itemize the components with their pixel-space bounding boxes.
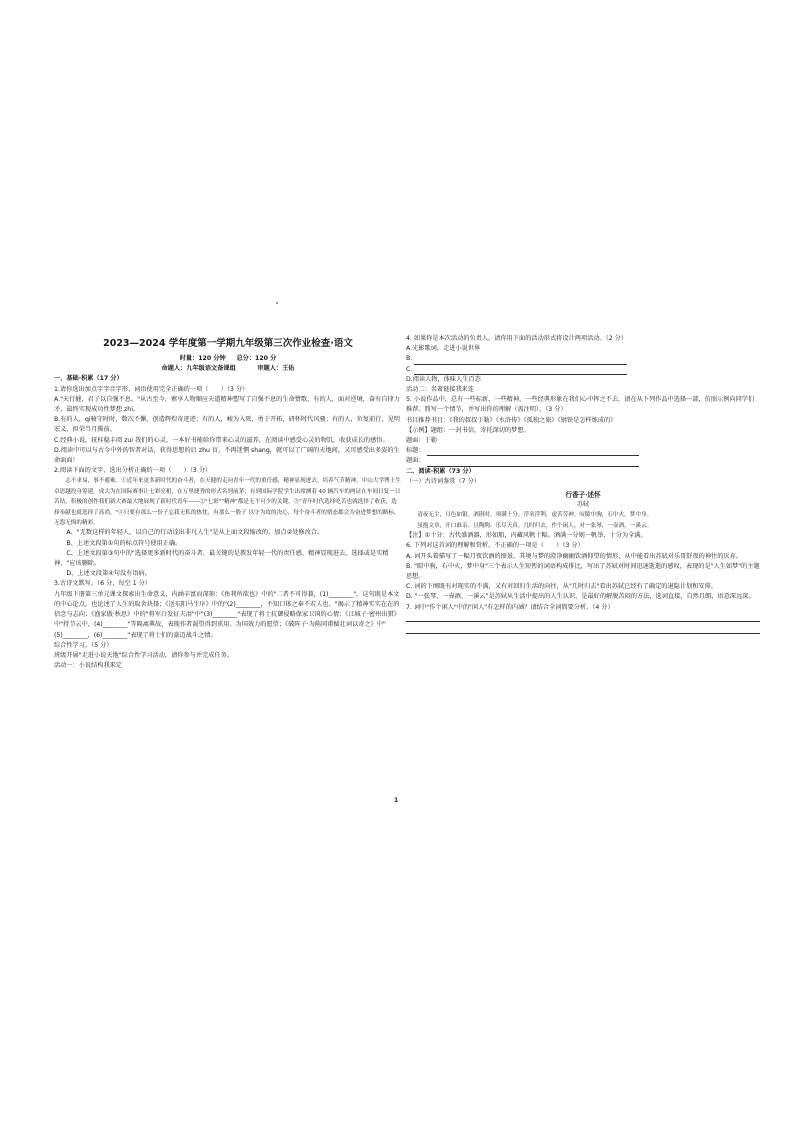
reading-passage: 虽抱文章，开口谁亲。且陶陶、乐尽天真。几时归去，作个闲人。对一张琴，一壶酒，一溪云。 [406, 522, 653, 529]
answer-blank-item [406, 365, 760, 375]
answer-blank-line[interactable] [414, 357, 626, 365]
question-text: 综合性学习。（5 分） [54, 641, 113, 649]
question-text: 6. 下列对这首词的理解和赏析，不正确的一项是（ ）（3 分） [406, 542, 584, 550]
answer-blank-line[interactable] [414, 367, 626, 375]
question-text: C、上述文段第③句中的"选择更多新时代的奋斗者，最关键的是教发年轻一代的责任感，精神显现进去，选择或是实精神，"应该删除。 [54, 549, 389, 568]
question-text: 3.古诗文默写。（6 分，每空 1 分） [54, 580, 152, 588]
question-text: B. "隙中驹，石中火，梦中身"三个表示人生短暂的词语构成排比，写出了苏轼对时间迅速逝逝的感叹，表现的是"人生如梦"的主题思想。 [406, 562, 760, 581]
answer-blank-item [406, 456, 760, 466]
question-text: A.光影歌词，走进小说世界 [406, 345, 481, 353]
question-text: 活动一：小说结构我来定 [54, 662, 123, 670]
question-text: 4. 如果你是本次活动的负责人，请你用下面的活动形式将设计两项活动。（2 分） [406, 335, 628, 342]
question-text: D.阅读人物，体味人生百态 [406, 375, 481, 383]
question-text: C. 词的下阕既有对现实的不满，又有对回归生活的向往，从"几时归去"看出苏轼已经有了确定的退隐计划和安排。 [406, 583, 717, 591]
section-heading: 二、阅读·积累（73 分） [406, 467, 475, 475]
left-column [54, 328, 402, 671]
poem-title: 行香子·述怀 [565, 491, 601, 500]
question-text: 【注】①十分：古代盛酒器，形如船，内藏风帆十幅。酒满一分则一帆举，十分为全满。 [406, 532, 647, 540]
question-text: （一）古诗词鉴赏（7 分） [406, 477, 480, 485]
question-text: 7. 词中"作个闲人"中的"闲人"有怎样的内涵？请结合全词简要分析。（4 分） [406, 603, 614, 611]
answer-blank-label: B. [406, 355, 413, 363]
question-text: 5. 小说作品中，总有一些标新、一些精神，一些经典形象在我们心中挥之不去，请在从下列作品中选择一部，仿照示例向同学们推荐。简写一个情节，并写出你的理解（需注明）。（3 分） [406, 396, 755, 414]
question-text: 书目推荐书目：《我的叔叔于勒》《水浒传》《孤独之旅》《钢铁是怎样炼成的》 [406, 416, 617, 424]
reading-passage: 志不求易，事不避难。①近年来更多新时代的奋斗者，在天健的走向青年一代的重任感，精神显现进去。培养气节精神，中山大学博士生卓思越投身筹建，成大为在国际赛事让七彩亮相，在万里捷秀的形式名列前茅；有到国际学院学生出席测着 40 辆汽车的两证在车间日复一日苦钻，积极的创作我们新大赛最大地展现了新时代青年——②"七彩""精神"都是无不可少的关键。③"青年时代选择吃苦也就选择了收获，选择奉献也就选择了高尚。"④只要有那么一份子忘我无私的热忱，有那么一股子 以守为攻的决心，每个奋斗者的情态都会为奋进梦想的路标，无怨无悔的精彩。 [54, 478, 401, 527]
question-text: A."天行健，君子以自强不息。"从古至今，萦享人物顺应天道精神塑写了自强不息的生命赞歌，有的人，面对逆境，奋有自律力矛，最终实现成功性梦想 zhi。 [54, 395, 400, 414]
answer-blank-label: 题面： [406, 457, 425, 465]
scan-speck [276, 302, 278, 304]
answer-blank-line[interactable] [427, 448, 639, 456]
question-text: 1.请你选出加点字字音字形、词语使用完全正确的一项（ ）（3 分） [54, 385, 249, 393]
question-text: 2.阅读下面的文字，选出分析正确的一项（ ）（3 分） [54, 467, 212, 475]
question-text: A. 词开头着描写了一幅月夜饮酒的图景，其境与梦的澄净幽幽饮酒仰望的情形，从中能看出苏轼对乐哥舒夜的神往的厌弃。 [406, 552, 742, 560]
question-text: 【示例】题组：一封书信，寄托深切的梦想。 [406, 426, 530, 434]
exam-sheet [54, 328, 760, 768]
question-text: 班级开展"走进小说天地"综合性学习活动，请你参与并完成任务。 [54, 651, 233, 659]
answer-blank-item [406, 354, 760, 364]
right-column [406, 334, 760, 637]
question-text: B、上述文段第①句的标点符号使用正确。 [54, 539, 182, 547]
exam-title: 2023—2024 学年度第一学期九年级第三次作业检查·语文 [103, 338, 353, 349]
question-text: D. "一张琴、一壶酒、一溪云"是苏轼从生活中提出的人生认识，是最好的解脱苦闷的方法，选词直接，自然且朗，语意深远深。 [406, 593, 755, 601]
answer-blank-label: C. [406, 365, 413, 373]
answer-blank-item [406, 446, 760, 456]
question-text: A、"无数这样的年轻人，以自己的行动诠出非凡人生"是从上面文段缩改的，加点②处修改合。 [54, 529, 324, 537]
right-column-body [406, 334, 760, 634]
question-text: B.有的人，qi骑守时时，数次不懈，创造辉煌奇迹迹；有的人，峻为入死，勇于开拓，研怀时代风骚；有的人，负复前行，见明宏义，担荣当月腾前。 [54, 416, 400, 434]
question-text: 活动二：名著链接我来连 [406, 386, 475, 394]
exam-time-score: 时量：120 分钟 总分：120 分 [179, 355, 277, 362]
question-text: D.阅读中可以与古今中外的智者对话，获得思想的启 zhu 盲，不再迷惘 shang，就可以了广阔的天地间，又可感受出多姿的生命面面！ [54, 446, 400, 465]
question-text: 题面：于勒 [406, 437, 437, 445]
answer-line[interactable] [406, 625, 760, 634]
answer-line[interactable] [406, 613, 760, 622]
question-text: C.经典小说，抚桂稳丰阅 zui 我们的心灵，一本好书能给你带来心灵的滋养，在阅读中感受心灵的物饥，收获成长的感悟。 [54, 436, 389, 444]
answer-blank-line[interactable] [427, 459, 639, 467]
reading-passage: 清夜无尘，月色如银。酒斟时、须满十分。浮名浮利，虚苦劳神。叹隙中驹，石中火，梦中身。 [406, 512, 653, 519]
poem-author: 苏轼 [576, 501, 589, 509]
question-text: D、上述文段第④句没有语病。 [54, 570, 151, 578]
section-heading: 一、基础·积累（17 分） [54, 375, 123, 383]
exam-authors: 命题人：九年级语文备课组 审题人：王佑 [161, 365, 295, 373]
left-column-body [54, 374, 402, 671]
answer-blank-label: 标题： [406, 447, 425, 455]
page-number: 1 [394, 797, 399, 804]
question-text: 九年级下册第三单元课文探索出生命意义，内涵丰富而深刻：《鱼我所欲也》中的"二者不可得兼，(1)________"，这句既是本文的中心论点，也论述了人生的取舍抉择；《送东阳马生序》中的"(2)________，不知口体之奉不若人也。"揭示了精神实实在在的信念与志向；《渔家傲·秋思》中的"将军白发征夫泪"中"(3)________"表现了将士抗御侵略保家卫国的心情；《江城子·密州出猎》中"持节云中，(4)________"等隔离典故，表现作者渴望得到重用、为国效力的愿望；《破阵子·为陈同甫赋壮词以寄之》中"(5)________，(6)________"表现了将士们的豪迈战斗之情。 [54, 590, 400, 639]
